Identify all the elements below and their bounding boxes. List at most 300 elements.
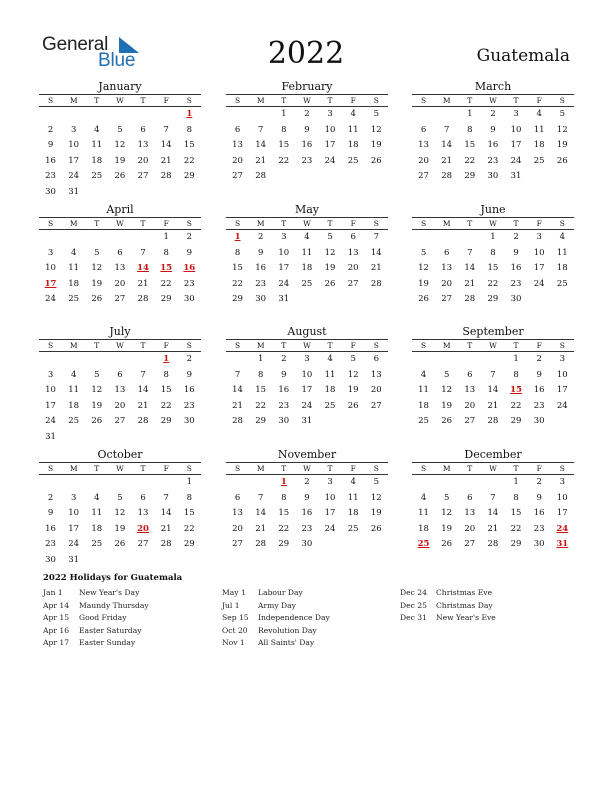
day-cell (155, 185, 178, 201)
day-cell: 22 (160, 278, 172, 289)
week-row (39, 352, 201, 368)
month-title: February (281, 80, 333, 93)
weekday-label: M (442, 341, 451, 350)
day-cell (458, 352, 481, 368)
holiday-entry (222, 587, 330, 600)
day-cell: 27 (418, 171, 429, 181)
day-cell (108, 553, 131, 569)
weekday-label: M (256, 464, 265, 473)
day-cell: 9 (536, 492, 542, 503)
day-cell: 29 (278, 539, 290, 549)
day-cell: 14 (487, 385, 499, 395)
day-cell: 26 (114, 539, 126, 549)
week-row (226, 169, 388, 185)
day-cell: 27 (464, 416, 476, 426)
day-cell: 28 (232, 416, 243, 426)
weekday-label: F (350, 464, 356, 473)
holiday-entry (43, 587, 149, 600)
weekday-label: T (327, 96, 333, 105)
day-cell (365, 292, 388, 308)
day-cell: 19 (441, 400, 453, 411)
week-row (226, 383, 388, 399)
day-cell: 2 (281, 354, 287, 364)
day-cell (435, 230, 458, 246)
day-cell: 6 (140, 492, 146, 503)
day-cell (39, 352, 62, 368)
day-cell: 11 (556, 247, 568, 258)
day-cell: 3 (304, 354, 310, 364)
day-cell: 8 (513, 492, 519, 503)
weekday-label: T (140, 96, 146, 105)
day-cell: 4 (350, 109, 356, 119)
day-cell (342, 414, 365, 430)
day-cell: 24 (556, 400, 568, 411)
day-cell (132, 430, 155, 446)
weekday-header (412, 217, 574, 230)
day-cell: 17 (45, 400, 56, 411)
day-cell: 12 (114, 140, 126, 150)
holiday-name: Good Friday (79, 613, 127, 622)
day-cell: 2 (304, 109, 310, 119)
day-cell: 4 (70, 247, 77, 258)
day-cell: 14 (441, 140, 453, 150)
holiday-day-cell: 20 (137, 523, 149, 534)
day-cell: 4 (304, 232, 310, 242)
day-cell (132, 107, 155, 123)
day-cell: 16 (533, 385, 545, 395)
logo-text-blue: Blue (98, 50, 136, 71)
day-cell: 12 (347, 369, 359, 380)
day-cell: 17 (556, 508, 568, 518)
day-cell: 12 (324, 247, 336, 258)
day-cell: 22 (160, 400, 172, 411)
weekday-label: M (256, 96, 265, 105)
day-cell (132, 230, 155, 246)
weekday-label: W (116, 219, 124, 228)
day-cell: 24 (45, 294, 56, 304)
month-october (39, 448, 201, 568)
day-cell: 19 (91, 278, 103, 289)
day-cell: 28 (160, 539, 172, 549)
weekday-label: S (559, 219, 565, 228)
week-row (39, 537, 201, 553)
weekday-label: S (47, 341, 54, 350)
week-row (226, 522, 388, 538)
weekday-header (226, 94, 388, 107)
holiday-entry (400, 587, 496, 600)
weekday-label: T (94, 96, 100, 105)
day-cell (528, 169, 551, 185)
weekday-label: W (303, 96, 311, 105)
weekday-label: T (281, 341, 287, 350)
weekday-label: M (442, 464, 451, 473)
week-row (412, 154, 574, 170)
day-cell: 27 (137, 539, 149, 549)
day-cell: 9 (186, 247, 193, 258)
day-cell: 24 (45, 416, 56, 426)
day-cell: 10 (68, 508, 80, 518)
holiday-entry (222, 600, 330, 613)
day-cell: 18 (418, 400, 429, 411)
day-cell (319, 414, 342, 430)
day-cell: 25 (347, 155, 359, 166)
day-cell (39, 107, 62, 123)
week-row (39, 506, 201, 522)
day-cell: 22 (278, 155, 290, 166)
day-cell: 6 (373, 354, 380, 364)
week-row (412, 261, 574, 277)
day-cell: 4 (350, 477, 356, 487)
week-row (226, 399, 388, 415)
day-cell: 1 (513, 477, 519, 487)
day-cell: 6 (420, 124, 427, 135)
day-cell: 20 (232, 523, 243, 534)
day-cell: 27 (114, 294, 126, 304)
weekday-label: W (489, 464, 497, 473)
holiday-entry (43, 637, 149, 650)
day-cell: 28 (370, 278, 382, 289)
day-cell: 16 (183, 385, 195, 395)
day-cell: 4 (327, 354, 333, 364)
week-row (39, 277, 201, 293)
day-cell: 24 (510, 155, 522, 166)
day-cell: 6 (234, 124, 241, 135)
holiday-day-cell: 15 (510, 385, 522, 395)
week-row (412, 277, 574, 293)
day-cell: 15 (255, 385, 267, 395)
day-cell: 15 (183, 140, 195, 150)
day-cell: 11 (418, 385, 429, 395)
weekday-label: M (69, 96, 78, 105)
day-cell: 14 (370, 247, 382, 258)
day-cell: 27 (232, 171, 243, 181)
day-cell: 6 (234, 492, 241, 503)
weekday-label: S (420, 219, 427, 228)
day-cell: 3 (70, 492, 77, 503)
day-cell: 9 (47, 508, 54, 518)
weekday-header (226, 462, 388, 475)
week-row (39, 414, 201, 430)
day-cell (295, 292, 318, 308)
weekday-label: S (47, 219, 54, 228)
day-cell: 1 (490, 232, 496, 242)
week-row (412, 383, 574, 399)
weekday-label: M (69, 341, 78, 350)
day-cell: 27 (441, 294, 453, 304)
day-cell: 11 (324, 369, 336, 380)
day-cell: 22 (510, 523, 522, 534)
day-cell: 2 (536, 354, 542, 364)
holiday-date: Nov 1 (222, 638, 245, 647)
day-cell: 21 (137, 400, 149, 411)
day-cell (62, 430, 85, 446)
day-cell: 21 (487, 400, 499, 411)
month-title: March (474, 80, 512, 93)
day-cell: 16 (301, 140, 313, 150)
day-cell: 31 (45, 431, 56, 442)
day-cell: 18 (556, 263, 568, 273)
day-cell: 17 (533, 263, 545, 273)
month-june (412, 203, 574, 308)
holiday-day-cell: 16 (183, 263, 196, 273)
day-cell: 21 (255, 523, 267, 534)
day-cell: 23 (510, 278, 522, 289)
day-cell: 24 (68, 171, 80, 181)
holiday-entry (222, 625, 330, 638)
day-cell: 28 (487, 416, 499, 426)
month-may (226, 203, 388, 308)
week-row (39, 399, 201, 415)
day-cell (458, 230, 481, 246)
weekday-label: T (281, 96, 287, 105)
holiday-name: New Year's Eve (436, 613, 496, 622)
day-cell (249, 475, 272, 491)
day-cell: 16 (533, 508, 545, 518)
weekday-label: S (47, 96, 54, 105)
day-cell: 23 (278, 400, 290, 411)
day-cell: 19 (556, 140, 568, 150)
holiday-name: Revolution Day (258, 625, 317, 635)
weekday-label: W (489, 219, 497, 228)
week-row (39, 430, 201, 446)
holiday-day-cell: 15 (160, 263, 173, 273)
holiday-date: Jan 1 (43, 588, 63, 597)
holiday-date: Dec 25 (400, 600, 427, 610)
day-cell: 30 (533, 539, 545, 549)
weekday-label: T (327, 219, 333, 228)
weekday-label: T (467, 341, 473, 350)
logo-text-general: General (42, 34, 109, 55)
day-cell: 9 (186, 369, 193, 380)
day-cell (319, 169, 342, 185)
day-cell: 27 (464, 539, 476, 549)
day-cell (155, 430, 178, 446)
day-cell: 15 (487, 263, 499, 273)
holiday-day-cell: 24 (556, 523, 569, 534)
day-cell: 23 (533, 523, 545, 534)
day-cell (481, 475, 504, 491)
week-row (226, 352, 388, 368)
day-cell: 18 (91, 155, 103, 166)
week-row (39, 169, 201, 185)
day-cell: 9 (304, 124, 310, 135)
day-cell: 11 (347, 492, 359, 503)
day-cell: 7 (163, 492, 169, 503)
day-cell: 5 (559, 109, 566, 119)
day-cell: 5 (94, 369, 100, 380)
day-cell: 15 (183, 508, 195, 518)
day-cell: 23 (301, 155, 313, 166)
day-cell: 12 (556, 124, 568, 135)
day-cell: 5 (443, 369, 450, 380)
day-cell: 7 (257, 124, 264, 135)
day-cell: 10 (556, 369, 568, 380)
day-cell: 10 (510, 124, 522, 135)
week-row (39, 553, 201, 569)
day-cell: 4 (70, 369, 77, 380)
holiday-date: Jul 1 (222, 600, 240, 610)
day-cell (342, 537, 365, 553)
day-cell (85, 553, 108, 569)
holiday-day-cell: 1 (186, 109, 193, 119)
day-cell (365, 414, 388, 430)
day-cell: 28 (160, 171, 172, 181)
week-row (412, 506, 574, 522)
day-cell: 4 (536, 109, 542, 119)
day-cell (62, 107, 85, 123)
week-row (412, 475, 574, 491)
day-cell: 11 (533, 124, 545, 135)
day-cell (39, 475, 62, 491)
day-cell: 16 (301, 508, 313, 518)
day-cell: 22 (255, 400, 267, 411)
day-cell (319, 537, 342, 553)
weekday-label: S (420, 341, 427, 350)
holidays-title: 2022 Holidays for Guatemala (43, 573, 183, 583)
week-row (412, 537, 574, 553)
day-cell: 22 (487, 278, 499, 289)
day-cell: 3 (327, 109, 333, 119)
weekday-header (412, 94, 574, 107)
day-cell: 30 (533, 416, 545, 426)
day-cell: 21 (232, 400, 243, 411)
week-row (226, 107, 388, 123)
day-cell: 28 (487, 539, 499, 549)
day-cell: 6 (140, 124, 146, 135)
day-cell: 26 (91, 416, 103, 426)
day-cell (108, 230, 131, 246)
day-cell: 10 (45, 385, 56, 395)
weekday-header (39, 462, 201, 475)
day-cell: 6 (443, 247, 450, 258)
weekday-label: T (281, 219, 287, 228)
day-cell: 16 (45, 155, 56, 166)
month-title: August (287, 325, 327, 338)
day-cell: 13 (137, 140, 149, 150)
day-cell: 23 (255, 278, 267, 289)
day-cell (249, 107, 272, 123)
weekday-label: M (442, 96, 451, 105)
day-cell: 24 (278, 278, 290, 289)
month-title: September (462, 325, 524, 338)
weekday-label: T (513, 464, 519, 473)
week-row (39, 368, 201, 384)
day-cell: 8 (281, 124, 287, 135)
day-cell: 8 (186, 124, 193, 135)
day-cell: 17 (301, 385, 313, 395)
holiday-name: Labour Day (258, 588, 303, 597)
month-august (226, 325, 388, 430)
day-cell: 28 (441, 171, 453, 181)
weekday-header (39, 339, 201, 352)
day-cell: 10 (533, 247, 545, 258)
weekday-label: M (256, 219, 265, 228)
day-cell: 5 (117, 124, 123, 135)
day-cell: 11 (418, 508, 429, 518)
day-cell: 15 (278, 140, 290, 150)
weekday-label: M (442, 219, 451, 228)
weekday-label: T (140, 341, 146, 350)
day-cell (85, 430, 108, 446)
day-cell: 17 (68, 523, 80, 534)
week-row (226, 154, 388, 170)
day-cell: 2 (536, 477, 542, 487)
holiday-name: New Year's Day (79, 588, 140, 597)
weekday-header (39, 94, 201, 107)
day-cell: 21 (137, 278, 149, 289)
weekday-label: W (116, 96, 124, 105)
day-cell (85, 185, 108, 201)
weekday-label: T (281, 464, 287, 473)
day-cell (62, 475, 85, 491)
weekday-label: S (234, 219, 241, 228)
weekday-label: S (559, 341, 565, 350)
day-cell: 16 (278, 385, 290, 395)
day-cell: 10 (556, 492, 568, 503)
day-cell: 21 (255, 155, 267, 166)
day-cell: 29 (183, 171, 195, 181)
weekday-label: S (234, 341, 241, 350)
day-cell: 4 (559, 232, 566, 242)
weekday-label: F (536, 219, 542, 228)
day-cell: 13 (464, 385, 476, 395)
weekday-label: S (373, 96, 379, 105)
day-cell: 25 (324, 400, 336, 411)
month-july (39, 325, 201, 445)
week-row (226, 261, 388, 277)
day-cell: 7 (140, 247, 146, 258)
holiday-day-cell: 25 (417, 539, 430, 549)
day-cell: 23 (301, 523, 313, 534)
weekday-label: F (163, 341, 169, 350)
day-cell: 25 (91, 539, 103, 549)
day-cell: 1 (186, 477, 193, 487)
day-cell: 25 (533, 155, 545, 166)
day-cell: 14 (160, 508, 172, 518)
week-row (226, 414, 388, 430)
holiday-day-cell: 1 (234, 232, 241, 242)
day-cell (365, 169, 388, 185)
day-cell: 9 (304, 492, 310, 503)
day-cell: 31 (278, 294, 290, 304)
weekday-label: T (513, 219, 519, 228)
holiday-name: Maundy Thursday (79, 600, 149, 610)
day-cell: 23 (533, 400, 545, 411)
day-cell (132, 185, 155, 201)
weekday-label: T (94, 341, 100, 350)
day-cell: 30 (510, 294, 522, 304)
holiday-column (43, 587, 149, 650)
day-cell: 18 (68, 278, 80, 289)
weekday-label: W (303, 219, 311, 228)
day-cell: 25 (301, 278, 313, 289)
weekday-label: T (94, 464, 100, 473)
day-cell (551, 169, 574, 185)
month-title: May (294, 203, 320, 216)
day-cell: 7 (490, 492, 496, 503)
weekday-label: W (489, 96, 497, 105)
weekday-label: T (94, 219, 100, 228)
week-row (226, 246, 388, 262)
day-cell: 7 (163, 124, 169, 135)
day-cell: 20 (232, 155, 243, 166)
day-cell: 21 (370, 263, 382, 273)
holiday-date: Apr 17 (43, 638, 70, 647)
day-cell: 15 (232, 263, 243, 273)
day-cell (62, 352, 85, 368)
day-cell: 2 (47, 124, 54, 135)
day-cell: 12 (91, 263, 103, 273)
